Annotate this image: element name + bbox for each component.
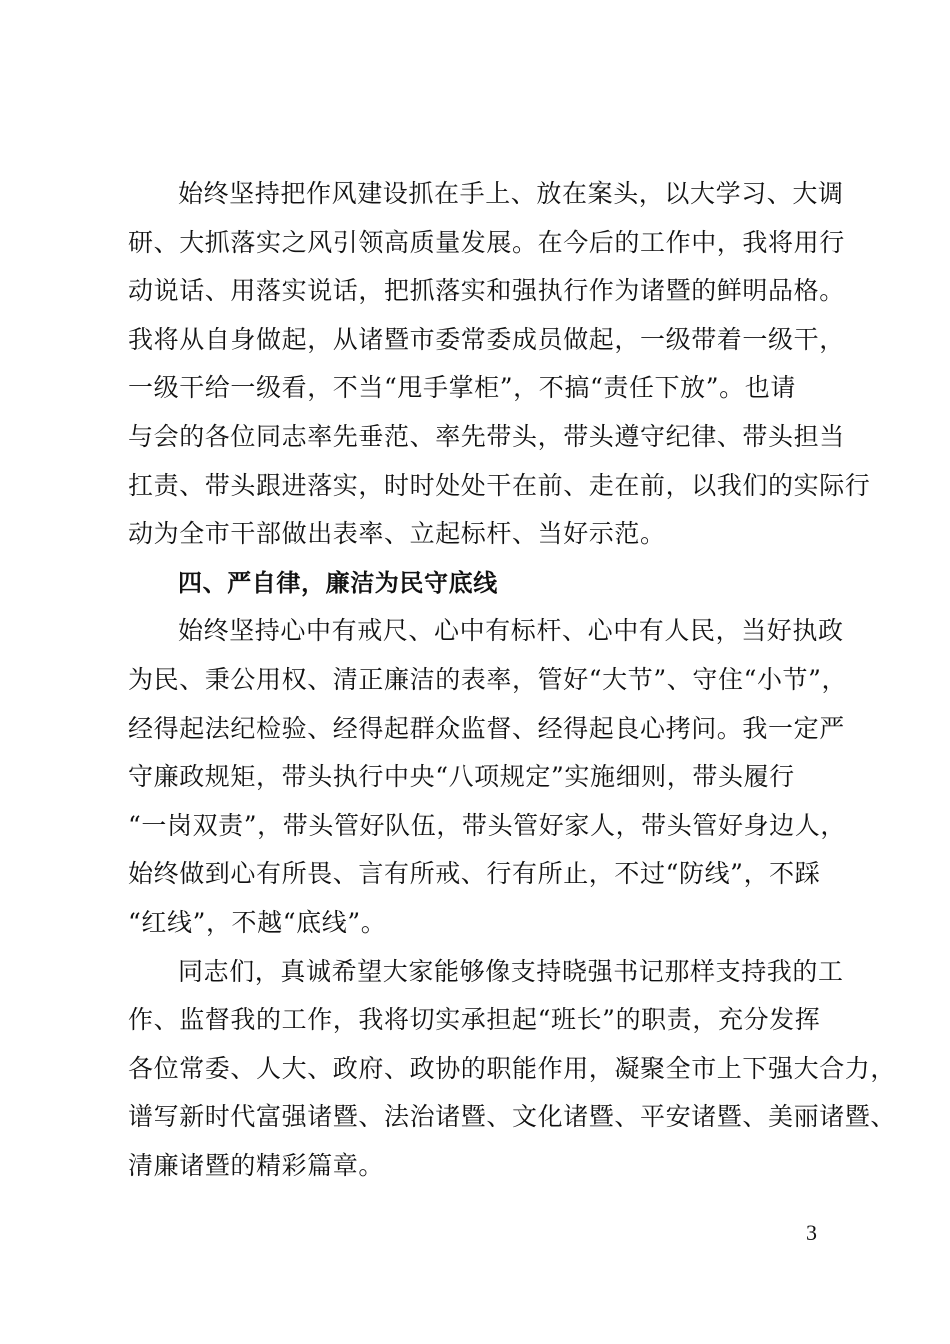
paragraph-line: 扛责、带头跟进落实，时时处处干在前、走在前，以我们的实际行	[128, 470, 871, 500]
paragraph-line: 我将从自身做起，从诸暨市委常委成员做起，一级带着一级干，	[128, 324, 845, 354]
paragraph-line: 与会的各位同志率先垂范、率先带头，带头遵守纪律、带头担当	[128, 421, 845, 451]
paragraph-line: 经得起法纪检验、经得起群众监督、经得起良心拷问。我一定严	[128, 713, 845, 743]
paragraph-line: 动说话、用落实说话，把抓落实和强执行作为诸暨的鲜明品格。	[128, 276, 845, 306]
section-heading: 四、严自律，廉洁为民守底线	[178, 568, 498, 597]
paragraph-line: 守廉政规矩，带头执行中央“八项规定”实施细则，带头履行	[128, 762, 795, 792]
paragraph-line: 清廉诸暨的精彩篇章。	[128, 1150, 385, 1180]
paragraph-self-discipline	[128, 607, 846, 947]
paragraph-line: 作、监督我的工作，我将切实承担起“班长”的职责，充分发挥	[128, 1005, 821, 1035]
paragraph-line: 各位常委、人大、政府、政协的职能作用，凝聚全市上下强大合力，	[128, 1053, 897, 1083]
document-body	[128, 170, 897, 1190]
paragraph-line: 同志们，真诚希望大家能够像支持晓强书记那样支持我的工	[178, 956, 844, 986]
paragraph-line: 谱写新时代富强诸暨、法治诸暨、文化诸暨、平安诸暨、美丽诸暨、	[128, 1102, 897, 1132]
paragraph-line: 研、大抓落实之风引领高质量发展。在今后的工作中，我将用行	[128, 227, 845, 257]
paragraph-line: 一级干给一级看，不当“甩手掌柜”，不搞“责任下放”。也请	[128, 373, 796, 403]
paragraph-line: 始终坚持心中有戒尺、心中有标杆、心中有人民，当好执政	[178, 616, 844, 646]
paragraph-line: 动为全市干部做出表率、立起标杆、当好示范。	[128, 519, 666, 549]
paragraph-line: 为民、秉公用权、清正廉洁的表率，管好“大节”、守住“小节”，	[128, 664, 848, 694]
page-number: 3	[806, 1220, 817, 1245]
paragraph-line: 始终坚持把作风建设抓在手上、放在案头，以大学习、大调	[178, 179, 844, 208]
paragraph-style-work	[128, 170, 871, 559]
paragraph-line: “一岗双责”，带头管好队伍，带头管好家人，带头管好身边人，	[128, 810, 846, 840]
paragraph-line: “红线”，不越“底线”。	[128, 907, 387, 937]
paragraph-closing	[128, 948, 897, 1191]
paragraph-line: 始终做到心有所畏、言有所戒、行有所止，不过“防线”，不踩	[128, 859, 821, 889]
